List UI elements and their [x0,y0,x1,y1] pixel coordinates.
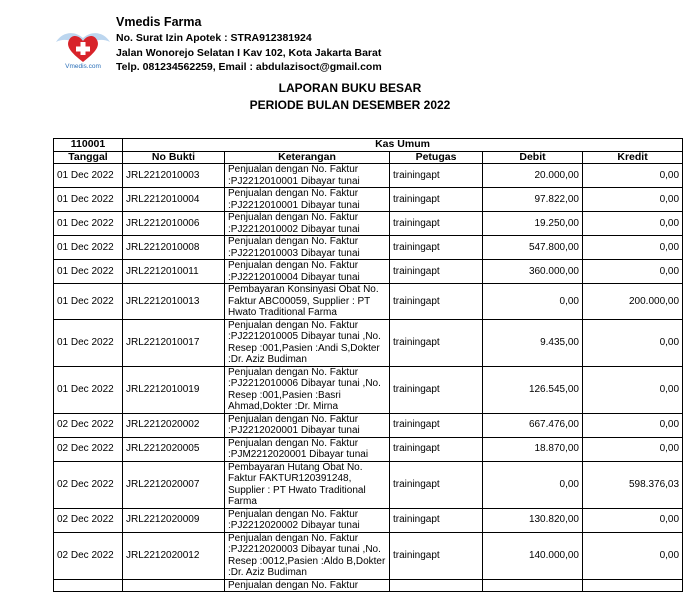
cell-kredit [583,579,683,592]
cell-kredit: 0,00 [583,164,683,188]
cell-tanggal: 01 Dec 2022 [54,212,123,236]
cell-no-bukti: JRL2212010017 [123,319,225,366]
col-petugas: Petugas [390,151,483,164]
cell-no-bukti: JRL2212020007 [123,461,225,508]
cell-tanggal: 02 Dec 2022 [54,532,123,579]
table-row [54,284,683,320]
cell-kredit: 0,00 [583,319,683,366]
col-no-bukti: No Bukti [123,151,225,164]
cell-kredit: 0,00 [583,188,683,212]
cell-no-bukti: JRL2212020002 [123,413,225,437]
cell-kredit: 0,00 [583,212,683,236]
cell-petugas: trainingapt [390,319,483,366]
col-debit: Debit [483,151,583,164]
cell-keterangan: Penjualan dengan No. Faktur :PJ2212010003 Dibayar tunai [225,236,390,260]
cell-no-bukti: JRL2212010011 [123,260,225,284]
cell-petugas: trainingapt [390,212,483,236]
cell-kredit: 598.376,03 [583,461,683,508]
cell-debit: 140.000,00 [483,532,583,579]
col-tanggal: Tanggal [54,151,123,164]
cell-debit: 19.250,00 [483,212,583,236]
table-row [54,579,683,592]
cell-kredit: 0,00 [583,366,683,413]
cell-tanggal: 01 Dec 2022 [54,260,123,284]
cell-no-bukti: JRL2212010003 [123,164,225,188]
report-header [52,14,672,72]
cell-debit: 97.822,00 [483,188,583,212]
cell-petugas: trainingapt [390,461,483,508]
column-header-row [54,151,683,164]
cell-tanggal: 02 Dec 2022 [54,508,123,532]
cell-petugas: trainingapt [390,164,483,188]
table-row [54,508,683,532]
cell-debit: 360.000,00 [483,260,583,284]
cell-tanggal [54,579,123,592]
svg-text:Vmedis.com: Vmedis.com [65,63,101,70]
cell-keterangan: Pembayaran Konsinyasi Obat No. Faktur ABC00059, Supplier : PT Hwato Traditional Farma [225,284,390,320]
cell-debit: 20.000,00 [483,164,583,188]
cell-petugas: trainingapt [390,236,483,260]
cell-no-bukti: JRL2212010006 [123,212,225,236]
cell-debit: 547.800,00 [483,236,583,260]
cell-tanggal: 01 Dec 2022 [54,164,123,188]
cell-petugas: trainingapt [390,413,483,437]
cell-kredit: 0,00 [583,236,683,260]
cell-petugas [390,579,483,592]
cell-no-bukti: JRL2212010013 [123,284,225,320]
cell-no-bukti: JRL2212020012 [123,532,225,579]
cell-petugas: trainingapt [390,188,483,212]
account-row [54,139,683,152]
table-row [54,319,683,366]
cell-tanggal: 01 Dec 2022 [54,366,123,413]
cell-petugas: trainingapt [390,532,483,579]
table-row [54,164,683,188]
cell-petugas: trainingapt [390,437,483,461]
cell-no-bukti: JRL2212010008 [123,236,225,260]
table-row [54,260,683,284]
report-period: PERIODE BULAN DESEMBER 2022 [249,98,451,112]
company-address: Jalan Wonorejo Selatan I Kav 102, Kota Jakarta Barat [116,46,382,59]
cell-keterangan: Penjualan dengan No. Faktur :PJ2212010005 Dibayar tunai ,No. Resep :001,Pasien :Andi S,Dokter :Dr. Aziz Budiman [225,319,390,366]
cell-keterangan: Pembayaran Hutang Obat No. Faktur FAKTUR120391248, Supplier : PT Hwato Traditional Farma [225,461,390,508]
cell-kredit: 0,00 [583,437,683,461]
table-row [54,461,683,508]
cell-keterangan: Penjualan dengan No. Faktur :PJ2212020002 Dibayar tunai [225,508,390,532]
account-code: 110001 [54,139,123,152]
table-row [54,188,683,212]
cell-keterangan: Penjualan dengan No. Faktur [225,579,390,592]
cell-tanggal: 01 Dec 2022 [54,284,123,320]
cell-kredit: 0,00 [583,413,683,437]
cell-no-bukti [123,579,225,592]
table-row [54,532,683,579]
cell-kredit: 0,00 [583,532,683,579]
cell-no-bukti: JRL2212010004 [123,188,225,212]
table-row [54,437,683,461]
cell-no-bukti: JRL2212020009 [123,508,225,532]
cell-keterangan: Penjualan dengan No. Faktur :PJ2212010002 Dibayar tunai [225,212,390,236]
report-title: LAPORAN BUKU BESAR [278,81,422,95]
cell-keterangan: Penjualan dengan No. Faktur :PJ2212010004 Dibayar tunai [225,260,390,284]
cell-debit [483,579,583,592]
table-row [54,366,683,413]
cell-kredit: 200.000,00 [583,284,683,320]
cell-tanggal: 01 Dec 2022 [54,236,123,260]
table-row [54,413,683,437]
cell-no-bukti: JRL2212020005 [123,437,225,461]
vmedis-logo [52,22,114,70]
company-name: Vmedis Farma [116,15,202,29]
cell-keterangan: Penjualan dengan No. Faktur :PJ2212010006 Dibayar tunai ,No. Resep :001,Pasien :Basri Ahmad,Dokter :Dr. Mirna [225,366,390,413]
cell-debit: 130.820,00 [483,508,583,532]
cell-keterangan: Penjualan dengan No. Faktur :PJ2212010001 Dibayar tunai [225,164,390,188]
cell-tanggal: 02 Dec 2022 [54,461,123,508]
cell-debit: 0,00 [483,284,583,320]
cell-keterangan: Penjualan dengan No. Faktur :PJ2212020001 Dibayar tunai [225,413,390,437]
cell-debit: 18.870,00 [483,437,583,461]
cell-petugas: trainingapt [390,366,483,413]
cell-tanggal: 02 Dec 2022 [54,413,123,437]
cell-kredit: 0,00 [583,508,683,532]
cell-no-bukti: JRL2212010019 [123,366,225,413]
col-keterangan: Keterangan [225,151,390,164]
cell-debit: 9.435,00 [483,319,583,366]
company-contact: Telp. 081234562259, Email : abdulazisoct@gmail.com [116,61,382,73]
cell-kredit: 0,00 [583,260,683,284]
license-number: No. Surat Izin Apotek : STRA912381924 [116,32,312,44]
table-row [54,212,683,236]
ledger-table [53,138,683,592]
cell-keterangan: Penjualan dengan No. Faktur :PJ2212020003 Dibayar tunai ,No. Resep :0012,Pasien :Aldo B,Dokter :Dr. Aziz Budiman [225,532,390,579]
cell-debit: 126.545,00 [483,366,583,413]
cell-tanggal: 02 Dec 2022 [54,437,123,461]
col-kredit: Kredit [583,151,683,164]
cell-keterangan: Penjualan dengan No. Faktur :PJ2212010001 Dibayar tunai [225,188,390,212]
cell-petugas: trainingapt [390,284,483,320]
cell-petugas: trainingapt [390,508,483,532]
cell-debit: 667.476,00 [483,413,583,437]
cell-debit: 0,00 [483,461,583,508]
cell-petugas: trainingapt [390,260,483,284]
cell-tanggal: 01 Dec 2022 [54,188,123,212]
cell-tanggal: 01 Dec 2022 [54,319,123,366]
table-row [54,236,683,260]
cell-keterangan: Penjualan dengan No. Faktur :PJM2212020001 Dibayar tunai [225,437,390,461]
account-name: Kas Umum [123,139,683,152]
